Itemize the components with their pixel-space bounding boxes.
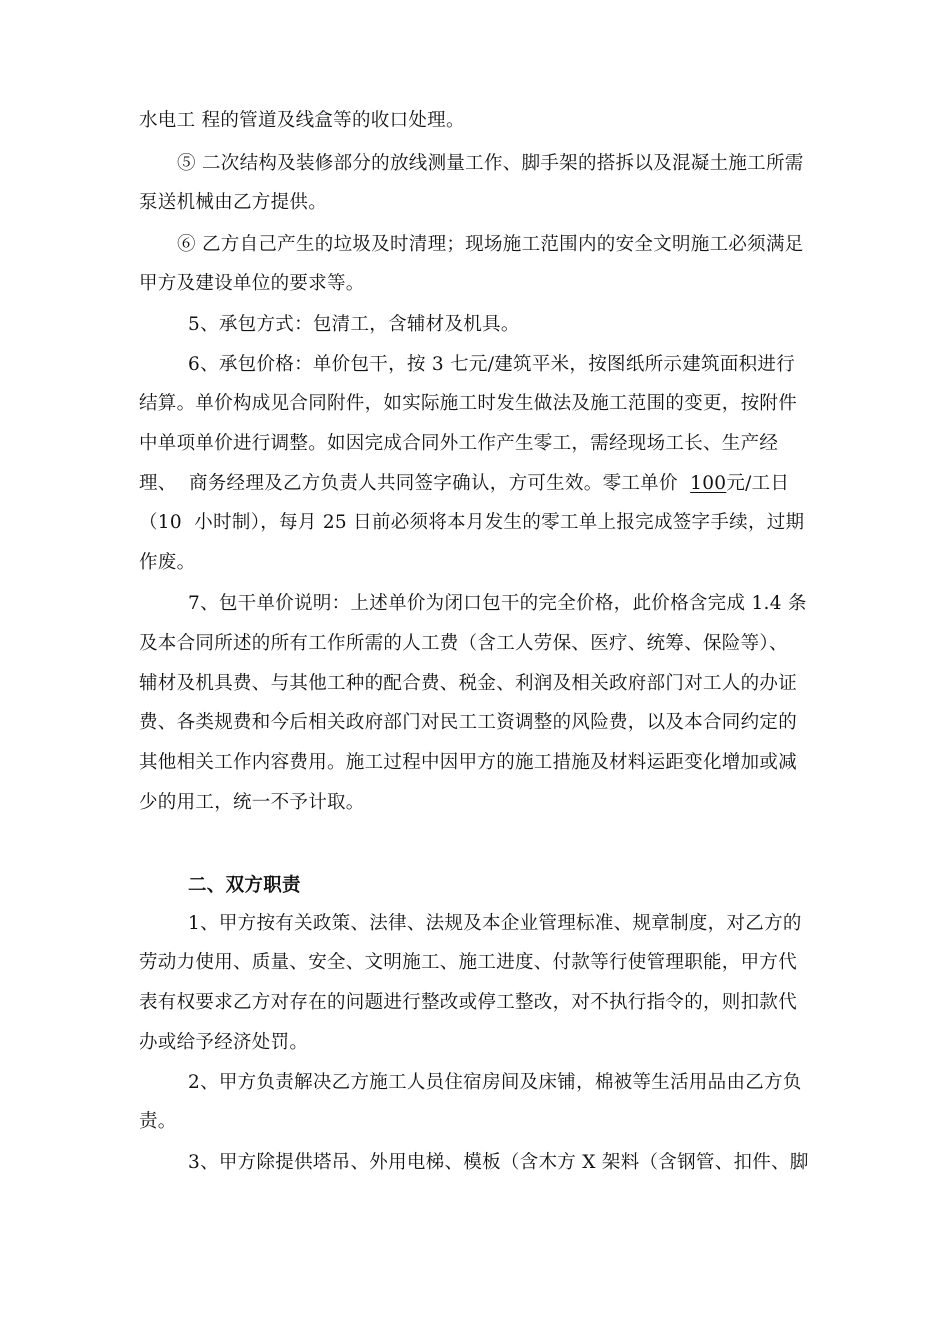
text-line-20: 1、甲方按有关政策、法律、法规及本企业管理标准、规章制度，对乙方的	[188, 913, 802, 934]
text-line-7: 6、承包价格：单价包干，按 3 七元/建筑平米，按图纸所示建筑面积进行	[188, 354, 796, 375]
text-line-5: 甲方及建设单位的要求等。	[139, 273, 365, 294]
text-line-17: 其他相关工作内容费用。施工过程中因甲方的施工措施及材料运距变化增加或减	[139, 752, 798, 773]
text-line-26: 3、甲方除提供塔吊、外用电梯、模板（含木方 X 架料（含钢管、扣件、脚	[188, 1152, 809, 1173]
text-line-1: 水电工 程的管道及线盒等的收口处理。	[139, 110, 465, 131]
text-line-2: ⑤ 二次结构及装修部分的放线测量工作、脚手架的搭拆以及混凝土施工所需	[177, 153, 804, 174]
text-line-24: 2、甲方负责解决乙方施工人员住宿房间及床铺，棉被等生活用品由乙方负	[188, 1072, 802, 1093]
text-line-23: 办或给予经济处罚。	[139, 1032, 309, 1053]
text-line-18: 少的用工，统一不予计取。	[139, 792, 365, 813]
text-line-14: 及本合同所述的所有工作所需的人工费（含工人劳保、医疗、统筹、保险等）、	[139, 633, 788, 654]
text-line-12: 作废。	[139, 552, 196, 573]
text-line-9: 中单项单价进行调整。如因完成合同外工作产生零工，需经现场工长、生产经	[139, 433, 779, 454]
text-line-10-end: 元/工日	[726, 473, 790, 494]
text-line-22: 表有权要求乙方对存在的问题进行整改或停工整改，对不执行指令的，则扣款代	[139, 992, 798, 1013]
text-line-15: 辅材及机具费、与其他工种的配合费、税金、利润及相关政府部门对工人的办证	[139, 673, 798, 694]
text-line-21: 劳动力使用、质量、安全、文明施工、施工进度、付款等行使管理职能，甲方代	[139, 952, 798, 973]
text-line-6: 5、承包方式：包清工，含辅材及机具。	[188, 314, 520, 335]
text-line-10	[139, 471, 789, 497]
text-line-11: （10 小时制），每月 25 日前必须将本月发生的零工单上报完成签字手续，过期	[139, 512, 805, 533]
text-line-10-start: 理、 商务经理及乙方负责人共同签字确认，方可生效。零工单价	[139, 473, 691, 494]
text-line-13: 7、包干单价说明：上述单价为闭口包干的完全价格，此价格含完成 1.4 条	[188, 593, 807, 614]
text-line-8: 结算。单价构成见合同附件，如实际施工时发生做法及施工范围的变更，按附件	[139, 393, 798, 414]
section-heading: 二、双方职责	[188, 875, 301, 896]
text-line-25: 责。	[139, 1111, 177, 1132]
text-line-3: 泵送机械由乙方提供。	[139, 192, 328, 213]
text-line-4: ⑥ 乙方自己产生的垃圾及时清理；现场施工范围内的安全文明施工必须满足	[177, 234, 804, 255]
day-rate-value: 100	[690, 473, 727, 494]
text-line-16: 费、各类规费和今后相关政府部门对民工工资调整的风险费，以及本合同约定的	[139, 712, 798, 733]
